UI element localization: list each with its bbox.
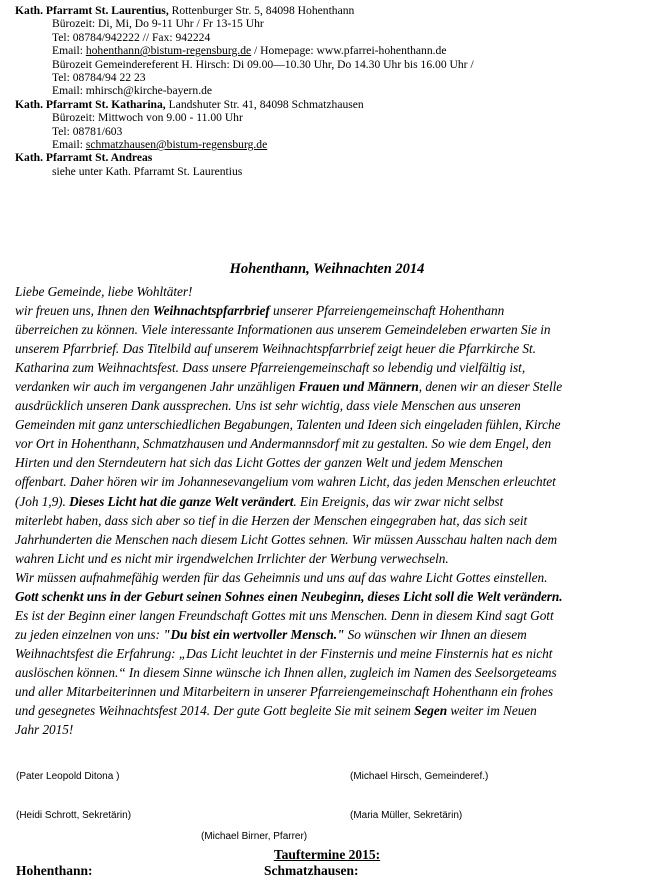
letter-line: und gesegnetes Weihnachtsfest 2014. Der gute Gott begleite Sie mit seinem Segen weiter im Neuen bbox=[15, 703, 537, 719]
parish-andreas-header bbox=[15, 151, 645, 164]
letter-line: (Joh 1,9). Dieses Licht hat die ganze Welt verändert. Ein Ereignis, das wir zwar nicht selbst bbox=[15, 493, 504, 509]
letter-line: Es ist der Beginn einer langen Freundschaft Gottes mit uns Menschen. Denn in diesem Kind sagt Gott bbox=[15, 607, 554, 623]
signature-hirsch: (Michael Hirsch, Gemeinderef.) bbox=[350, 771, 489, 782]
letter-line: wir freuen uns, Ihnen den Weihnachtspfarrbrief unserer Pfarreiengemeinschaft Hohenthann bbox=[15, 303, 505, 319]
christmas-letter bbox=[15, 282, 645, 739]
signature-birner: (Michael Birner, Pfarrer) bbox=[201, 831, 308, 842]
referent-email: Email: mhirsch@kirche-bayern.de bbox=[52, 84, 213, 98]
baptism-col-schmatzhausen: Schmatzhausen: bbox=[264, 863, 359, 878]
email-label: Email: bbox=[52, 44, 86, 58]
letter-greeting: Liebe Gemeinde, liebe Wohltäter! bbox=[15, 284, 193, 299]
letter-line: unserem Pfarrbrief. Das Titelbild auf unserem Weihnachtspfarrbrief zeigt heuer die Pfarrkirche St. bbox=[15, 341, 536, 357]
parish-katharina-header bbox=[15, 98, 645, 111]
letter-line: Gemeinden mit ganz unterschiedlichen Begabungen, Talenten und Ideen sich eingeladen fühlen, Kirche bbox=[15, 417, 561, 433]
letter-line: Wir müssen aufnahmefähig werden für das Geheimnis und uns auf das wahre Licht Gottes einstellen. bbox=[15, 569, 548, 585]
phone-fax: Tel: 08784/942222 // Fax: 942224 bbox=[52, 30, 211, 44]
letter-line: Weihnachtsfest die Erfahrung: „Das Licht leuchtet in der Finsternis und meine Finsternis hat es nicht bbox=[15, 645, 553, 661]
letter-line: Jahr 2015! bbox=[15, 722, 74, 738]
letter-line: und aller Mitarbeiterinnen und Mitarbeitern in unserer Pfarreiengemeinschaft Hohenthann ein frohes bbox=[15, 683, 553, 699]
email-line bbox=[15, 138, 645, 151]
parish-address: Landshuter Str. 41, 84098 Schmatzhausen bbox=[165, 97, 364, 111]
letter-line: überreichen zu können. Viele interessante Informationen aus unserem Gemeindeleben erwarten Sie in bbox=[15, 322, 551, 338]
letter-line: miterlebt haben, dass sich aber so tief in die Herzen der Menschen eingegraben hat, das sich seit bbox=[15, 512, 528, 528]
parish-address: Rottenburger Str. 5, 84098 Hohenthann bbox=[168, 4, 355, 17]
letter-line: auslöschen können.“ In diesem Sinne wünsche ich Ihnen allen, zugleich im Namen des Seelsorgeteams bbox=[15, 664, 557, 680]
signature-ditona: (Pater Leopold Ditona ) bbox=[16, 771, 120, 782]
letter-line: verdanken wir auch im vergangenen Jahr unzähligen Frauen und Männern, denen wir an dieser Stelle bbox=[15, 379, 563, 395]
email-link[interactable]: schmatzhausen@bistum-regensburg.de bbox=[85, 138, 268, 152]
letter-line: zu jeden einzelnen von uns: "Du bist ein wertvoller Mensch." So wünschen wir Ihnen an diesem bbox=[15, 626, 527, 642]
phone: Tel: 08781/603 bbox=[52, 124, 123, 138]
letter-line: vor Ort in Hohenthann, Schmatzhausen und Andermannsdorf mit zu gestalten. So wie dem Engel, den bbox=[15, 436, 552, 452]
signature-mueller: (Maria Müller, Sekretärin) bbox=[350, 810, 463, 821]
referent-phone: Tel: 08784/94 22 23 bbox=[52, 71, 146, 85]
email-link[interactable]: hohenthann@bistum-regensburg.de bbox=[85, 44, 252, 58]
homepage-text: / Homepage: www.pfarrei-hohenthann.de bbox=[251, 44, 447, 58]
baptism-dates-title: Tauftermine 2015: bbox=[273, 847, 381, 862]
parish-address-block bbox=[15, 4, 645, 178]
letter-title: Hohenthann, Weihnachten 2014 bbox=[229, 261, 425, 277]
office-hours: Bürozeit: Mittwoch von 9.00 - 11.00 Uhr bbox=[52, 111, 243, 125]
letter-line: wahren Licht und es nicht mir irgendwelchen Irrlichter der Werbung verwechseln. bbox=[15, 550, 449, 566]
parish-name: Kath. Pfarramt St. Katharina, bbox=[15, 97, 166, 111]
office-hours: Bürozeit: Di, Mi, Do 9-11 Uhr / Fr 13-15 Uhr bbox=[52, 17, 264, 31]
letter-line-bold: Gott schenkt uns in der Geburt seinen Sohnes einen Neubeginn, dieses Licht soll die Welt verändern. bbox=[15, 588, 563, 604]
letter-line: Katharina zum Weihnachtsfest. Dass unsere Pfarreiengemeinschaft so lebendig und vielfältig ist, bbox=[15, 360, 526, 376]
parish-laurentius-header bbox=[15, 4, 645, 17]
parish-name: Kath. Pfarramt St. Andreas bbox=[15, 151, 153, 165]
letter-line: Jahrhunderten die Menschen nach diesem Licht Gottes sehnen. Wir müssen Ausschau halten nach dem bbox=[15, 531, 558, 547]
email-homepage bbox=[15, 44, 645, 57]
letter-line: Hirten und den Sterndeutern hat sich das Licht Gottes der ganzen Welt und jedem Menschen bbox=[15, 455, 503, 471]
referent-hours: Bürozeit Gemeindereferent H. Hirsch: Di 09.00—10.30 Uhr, Do 14.30 Uhr bis 16.00 Uhr / bbox=[52, 57, 474, 71]
parish-andreas-note: siehe unter Kath. Pfarramt St. Laurentius bbox=[52, 164, 243, 178]
letter-line: offenbart. Daher hören wir im Johannesevangelium vom wahren Licht, das jeden Menschen erleuchtet bbox=[15, 474, 556, 490]
baptism-col-hohenthann: Hohenthann: bbox=[16, 863, 93, 878]
signature-schrott: (Heidi Schrott, Sekretärin) bbox=[16, 810, 132, 821]
letter-line: ausdrücklich unseren Dank aussprechen. Uns ist sehr wichtig, dass viele Menschen aus unseren bbox=[15, 398, 521, 414]
parish-name: Kath. Pfarramt St. Laurentius, bbox=[15, 4, 169, 17]
email-label: Email: bbox=[52, 138, 86, 152]
